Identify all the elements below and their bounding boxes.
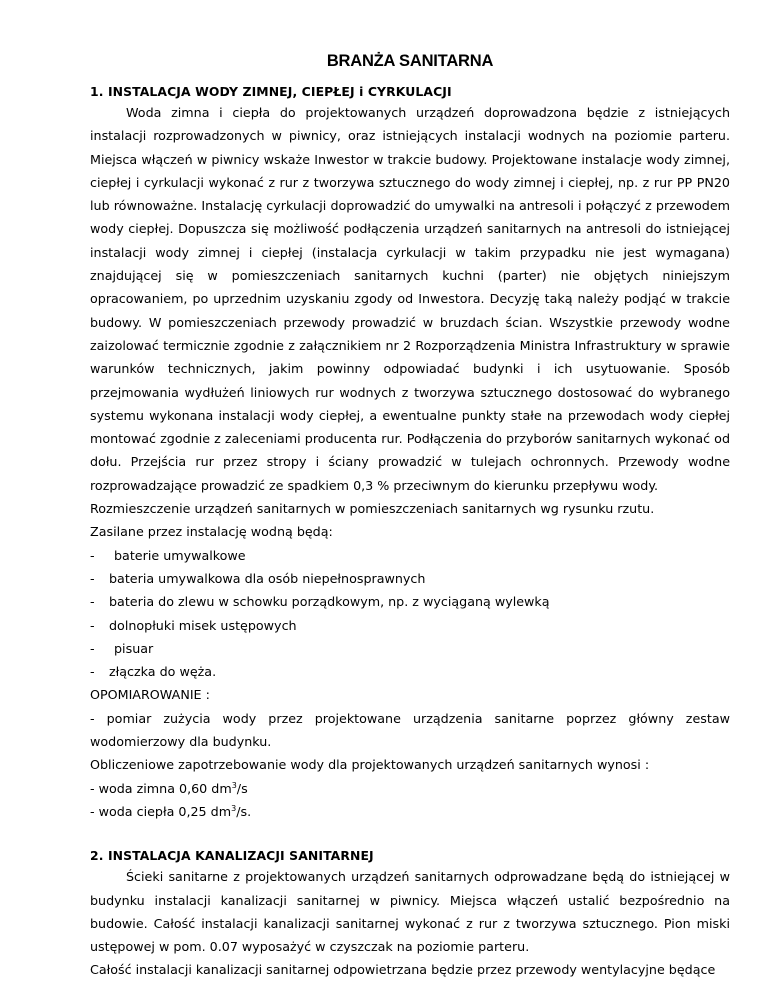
section-2-heading: 2. INSTALACJA KANALIZACJI SANITARNEJ <box>90 848 374 864</box>
metering-heading: OPOMIAROWANIE : <box>90 687 210 703</box>
section-2-paragraph: Ścieki sanitarne z projektowanych urządzeń sanitarnych odprowadzane będą do istniejącej w budynku instalacji kanalizacji sanitarnej w piwnicy. Miejsca włączeń ustalić bezpośrednio na budowie. Całość instalacji kanalizacji sanitarnej wykonać z rur z tworzywa sztucznego. Pion miski ustępowej w pom. 0.07 wyposażyć w czyszczak na poziomie parteru. <box>90 869 730 955</box>
list-item-text: pisuar <box>114 640 154 656</box>
list-item: - pisuar <box>90 637 730 660</box>
section-gap <box>90 823 730 847</box>
section-1-heading: 1. INSTALACJA WODY ZIMNEJ, CIEPŁEJ i CYRKULACJI <box>90 84 452 99</box>
demand-intro: Obliczeniowe zapotrzebowanie wody dla projektowanych urządzeń sanitarnych wynosi : <box>90 757 650 773</box>
list-item-text: złączka do węża. <box>109 664 217 680</box>
list-item: - bateria do zlewu w schowku porządkowym, np. z wyciąganą wylewką <box>90 590 730 613</box>
hot-water-demand: - woda ciepła 0,25 $dm^3/s$. <box>90 803 252 819</box>
cold-water-demand: - woda zimna 0,60 $dm^3/s$ <box>90 780 248 796</box>
section-2-paragraph-continued: Całość instalacji kanalizacji sanitarnej odpowietrzana będzie przez przewody wentylacyjne będące <box>90 962 716 978</box>
section-1-paragraph: Woda zimna i ciepła do projektowanych urządzeń doprowadzona będzie z istniejących instalacji rozprowadzonych w piwnicy, oraz istniejących instalacji wodnych na poziomie parteru. Miejsca włączeń w piwnicy wskaże Inwestor w trakcie budowy. Projektowane instalacje wody zimnej, ciepłej i cyrkulacji wykonać z rur z tworzywa sztucznego do wody zimnej i ciepłej, np. z rur PP PN20 lub równoważne. Instalację cyrkulacji doprowadzić do umywalki na antresoli i połączyć z przewodem wody ciepłej. Dopuszcza się możliwość podłączenia urządzeń sanitarnych na antresoli do istniejącej instalacji wody zimnej i ciepłej (instalacja cyrkulacji w takim przypadku nie jest wymagana) znajdującej się w pomieszczeniach sanitarnych kuchni (parter) nie objętych niniejszym opracowaniem, po uprzednim uzyskaniu zgody od Inwestora. Decyzję taką należy podjąć w trakcie budowy. W pomieszczeniach przewody prowadzić w bruzdach ścian. Wszystkie przewody wodne zaizolować termicznie zgodnie z załącznikiem nr 2 Rozporządzenia Ministra Infrastruktury w sprawie warunków technicznych, jakim powinny odpowiadać budynki i ich usytuowanie. Sposób przejmowania wydłużeń liniowych rur wodnych z tworzywa sztucznego dostosować do wybranego systemu wykonana instalacji wody ciepłej, a ewentualne punkty stałe na przewodach wody ciepłej montować zgodnie z zaleceniami producenta rur. Podłączenia do przyborów sanitarnych wykonać od dołu. Przejścia rur przez stropy i ściany prowadzić w tulejach ochronnych. Przewody wodne rozprowadzające prowadzić ze spadkiem 0,3 % przeciwnym do kierunku przepływu wody. <box>90 105 730 493</box>
list-item: - bateria umywalkowa dla osób niepełnosprawnych <box>90 567 730 590</box>
list-item: - baterie umywalkowe <box>90 544 730 567</box>
list-item-text: dolnopłuki misek ustępowych <box>109 617 297 633</box>
placement-note: Rozmieszczenie urządzeń sanitarnych w pomieszczeniach sanitarnych wg rysunku rzutu. <box>90 501 655 517</box>
document-page <box>90 52 730 982</box>
list-item: - dolnopłuki misek ustępowych <box>90 614 730 637</box>
list-item-text: bateria do zlewu w schowku porządkowym, np. z wyciąganą wylewką <box>109 594 550 610</box>
metering-text: - pomiar zużycia wody przez projektowane urządzenia sanitarne poprzez główny zestaw wodomierzowy dla budynku. <box>90 710 730 750</box>
list-item-text: baterie umywalkowe <box>114 547 246 563</box>
list-item-text: bateria umywalkowa dla osób niepełnosprawnych <box>109 570 426 586</box>
supplied-intro: Zasilane przez instalację wodną będą: <box>90 524 333 540</box>
document-title: BRANŻA SANITARNA <box>326 52 494 70</box>
list-item: - złączka do węża. <box>90 660 730 683</box>
supplied-list <box>90 544 730 684</box>
